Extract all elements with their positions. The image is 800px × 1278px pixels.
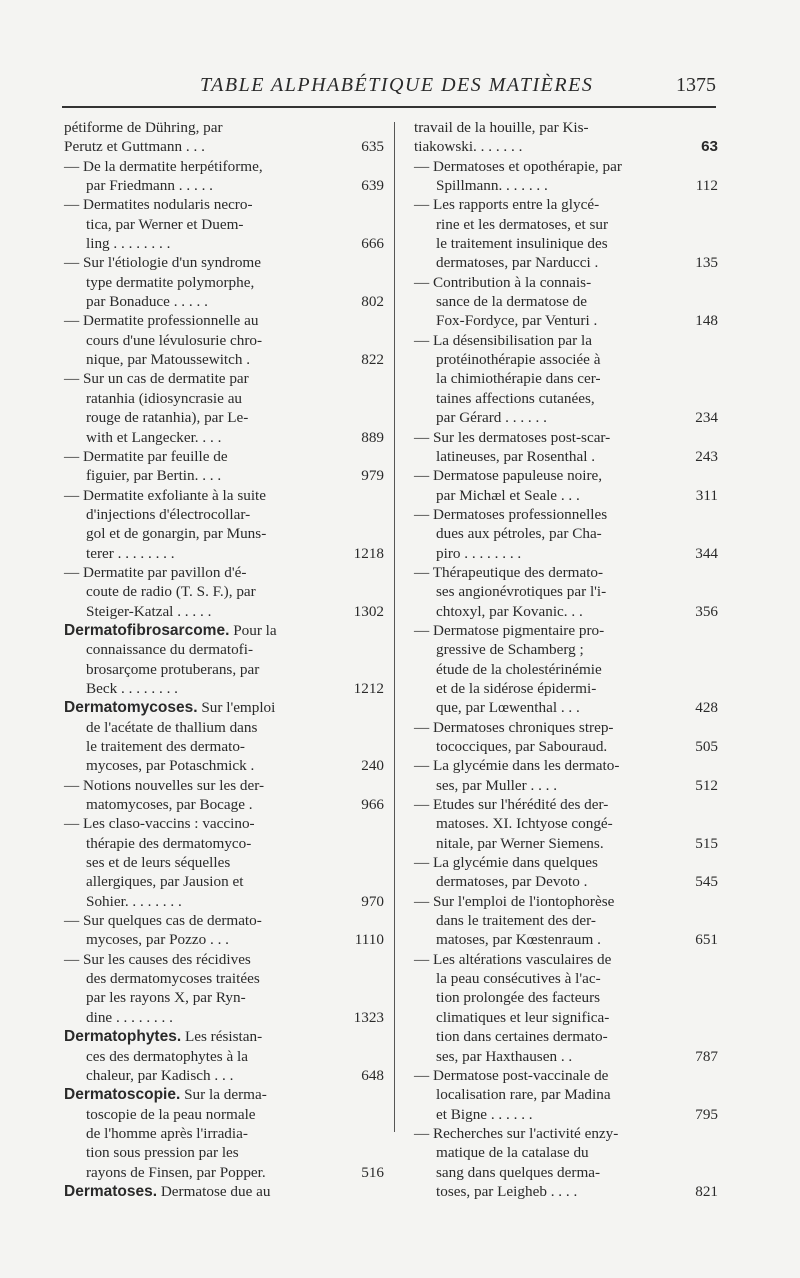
entry-text [414,892,678,950]
entry-page-number: 243 [695,447,718,465]
entry-text [414,950,678,1066]
entry-heading: Dermatomycoses. [64,699,198,717]
entry-page-number: 1218 [353,544,384,562]
entry-body: — Dermatose pigmentaire pro- gressive de Schamberg ; étude de la cholestérinémie et de la sidérose épidermi- que, par Lœwenthal . . . [414,621,605,717]
index-entry [64,911,384,950]
index-entry [64,253,384,311]
index-entry [64,311,384,369]
index-entry [64,950,384,1027]
entry-body: — Dermatites nodularis necro- tica, par Werner et Duem- ling . . . . . . . . [64,196,253,253]
entry-page-number: 545 [695,873,718,891]
entry-text [64,157,332,196]
index-entry [414,853,718,892]
entry-page-number: 505 [695,738,718,755]
index-entry [64,563,384,621]
entry-page-number: 970 [361,892,384,910]
entry-page-number: 666 [361,235,384,253]
entry-text [64,1182,332,1201]
index-entry [414,157,718,196]
entry-body: travail de la houille, par Kis- tiakowski. . . . . . . [414,119,589,156]
entry-page-number: 135 [695,254,718,272]
index-entry [414,892,718,950]
entry-page-number: 966 [361,796,384,814]
entry-body: — Sur l'emploi de l'iontophorèse dans le traitement des der- matoses, par Kœstenraum . [414,892,615,949]
right-column [414,118,718,1201]
entry-text [64,311,332,369]
index-entry [64,1182,384,1201]
page-number: 1375 [676,74,716,96]
entry-text [414,756,678,795]
entry-text [414,1124,678,1201]
header-rule [62,106,716,108]
index-entry [64,369,384,446]
index-entry [414,756,718,795]
entry-body: — Les rapports entre la glycé- rine et les dermatoses, et sur le traitement insulinique des dermatoses, par Narducci . [414,196,609,272]
index-entry [64,1085,384,1182]
page-title: TABLE ALPHABÉTIQUE DES MATIÈRES [200,74,594,96]
entry-text [414,195,678,272]
entry-body: — Dermatite par feuille de figuier, par Bertin. . . . [64,447,228,485]
index-entry [414,795,718,853]
entry-body: — Dermatite par pavillon d'é- coute de radio (T. S. F.), par Steiger-Katzal . . . . . [64,563,256,620]
entry-page-number: 795 [695,1105,718,1123]
entry-page-number: 240 [361,757,384,775]
entry-body: Dermatose due au [157,1182,271,1200]
entry-heading: Dermatophytes. [64,1028,182,1046]
entry-text [64,911,332,950]
entry-body: — Etudes sur l'hérédité des der- matoses. XI. Ichtyose congé- nitale, par Werner Siemens. [414,796,613,852]
index-entry [414,195,718,272]
entry-text [414,1066,678,1124]
entry-page-number: 428 [695,699,718,717]
entry-page-number: 63 [701,138,718,156]
entry-page-number: 787 [695,1047,718,1065]
index-entry [64,698,384,775]
entry-page-number: 802 [361,293,384,311]
index-entry [414,428,718,467]
entry-body: — Thérapeutique des dermato- ses angionévrotiques par l'i- chtoxyl, par Kovanic. . . [414,563,607,620]
entry-body: — Sur l'étiologie d'un syndrome type dermatite polymorphe, par Bonaduce . . . . . [64,254,261,311]
entry-page-number: 234 [695,409,718,427]
index-entry [414,621,718,718]
entry-text [414,853,678,892]
entry-body: — La glycémie dans quelques dermatoses, par Devoto . [414,854,598,891]
entry-page-number: 311 [695,486,718,504]
left-column [64,118,384,1201]
entry-text [64,698,332,775]
entry-heading: Dermatoscopie. [64,1086,181,1104]
entry-body: Sur la derma- toscopie de la peau normale de l'homme après l'irradia- tion sous pression par les rayons de Finsen, par Popper. [86,1086,267,1181]
running-header [0,70,800,100]
entry-body: — Sur les dermatoses post-scar- latineuses, par Rosenthal . [414,428,611,465]
index-entry [414,331,718,428]
entry-body: — Dermatose post-vaccinale de localisation rare, par Madina et Bigne . . . . . . [414,1066,611,1123]
entry-page-number: 822 [361,351,384,369]
index-entry [414,1124,718,1201]
entry-body: Pour la connaissance du dermatofi- brosarçome protuberans, par Beck . . . . . . . . [86,621,277,697]
entry-text [414,118,678,157]
index-entry [414,273,718,331]
entry-page-number: 344 [695,544,718,562]
entry-page-number: 979 [361,467,384,485]
index-entry [414,505,718,563]
entry-page-number: 1302 [353,602,384,620]
index-entry [414,466,718,505]
entry-text [64,253,332,311]
entry-page-number: 889 [361,428,384,446]
entry-text [64,447,332,486]
entry-page-number: 821 [695,1182,718,1200]
index-entry [414,718,718,757]
entry-page-number: 512 [695,776,718,794]
entry-body: — Notions nouvelles sur les der- matomycoses, par Bocage . [64,776,265,814]
entry-text [64,1085,332,1182]
entry-page-number: 356 [695,602,718,620]
index-entry [64,157,384,196]
index-entry [414,1066,718,1124]
entry-page-number: 648 [361,1066,384,1084]
entry-body: Sur l'emploi de l'acétate de thallium dans le traitement des dermato- mycoses, par Potaschmick . [86,699,276,775]
entry-page-number: 635 [361,138,384,156]
entry-body: — Dermatoses et opothérapie, par Spillmann. . . . . . . [414,157,622,195]
entry-body: — La désensibilisation par la protéinothérapie associée à la chimiothérapie dans cer- taines affections cutanées, par Gérard . . . . . . [414,331,601,427]
entry-text [64,1027,332,1085]
entry-body: — Les altérations vasculaires de la peau consécutives à l'ac- tion prolongée des facteurs climatiques et leur significa- tion dans certaines dermato- ses, par Haxthausen . . [414,950,612,1065]
entry-page-number: 516 [361,1163,384,1181]
entry-text [414,157,678,196]
index-entry [414,563,718,621]
entry-text [64,486,332,563]
entry-heading: Dermatofibrosarcome. [64,621,230,639]
entry-text [64,369,332,446]
index-entry [64,814,384,911]
entry-text [414,795,678,853]
entry-text [414,718,678,757]
entry-text [64,118,332,157]
index-entry [64,486,384,563]
entry-body: — Contribution à la connais- sance de la dermatose de Fox-Fordyce, par Venturi . [414,273,598,330]
entry-page-number: 112 [695,177,718,195]
entry-body: — Sur les causes des récidives des dermatomycoses traitées par les rayons X, par Ryn- dine . . . . . . . . [64,950,260,1026]
entry-body: — Sur quelques cas de dermato- mycoses, par Pozzo . . . [64,912,262,949]
index-entry [64,447,384,486]
entry-body: — Dermatoses chroniques strep- tococciques, par Sabouraud. [414,718,614,755]
entry-body: — Dermatose papuleuse noire, par Michæl et Seale . . . [414,467,603,504]
entry-text [414,273,678,331]
entry-body: — De la dermatite herpétiforme, par Friedmann . . . . . [64,157,263,195]
entry-text [64,621,332,698]
entry-body: — Les claso-vaccins : vaccino- thérapie des dermatomyco- ses et de leurs séquelles allergiques, par Jausion et Sohier. . . . . . . . [64,815,255,910]
entry-body: — Dermatite exfoliante à la suite d'injections d'électrocollar- gol et de gonargin, par Muns- terer . . . . . . . . [64,486,267,562]
index-entry [414,950,718,1066]
entry-text [414,621,678,718]
entry-body: — Sur un cas de dermatite par ratanhia (idiosyncrasie au rouge de ratanhia), par Le- with et Langecker. . . . [64,370,249,446]
entry-text [414,563,678,621]
index-entry [64,776,384,815]
entry-body: — La glycémie dans les dermato- ses, par Muller . . . . [414,757,620,794]
index-entry [414,118,718,157]
entry-body: — Dermatite professionnelle au cours d'une lévulosurie chro- nique, par Matoussewitch . [64,312,263,369]
entry-body: — Recherches sur l'activité enzy- matique de la catalase du sang dans quelques derma- toses, par Leigheb . . . . [414,1124,619,1200]
entry-text [64,776,332,815]
index-entry [64,1027,384,1085]
entry-page-number: 148 [695,312,718,330]
entry-page-number: 651 [695,931,718,949]
entry-text [414,428,678,467]
entry-page-number: 639 [361,177,384,195]
index-entry [64,195,384,253]
entry-text [64,814,332,911]
entry-body: — Dermatoses professionnelles dues aux pétroles, par Cha- piro . . . . . . . . [414,505,608,562]
entry-heading: Dermatoses. [64,1182,158,1200]
entry-body: Les résistan- ces des dermatophytes à la chaleur, par Kadisch . . . [86,1028,263,1084]
entry-page-number: 515 [695,834,718,852]
entry-text [64,563,332,621]
entry-text [414,505,678,563]
entry-text [414,331,678,428]
entry-text [414,466,678,505]
column-divider [394,122,395,1132]
entry-text [64,950,332,1027]
index-entry [64,621,384,698]
entry-body: pétiforme de Dühring, par Perutz et Guttmann . . . [64,119,223,156]
entry-text [64,195,332,253]
entry-page-number: 1110 [354,931,384,949]
entry-page-number: 1323 [353,1008,384,1026]
entry-page-number: 1212 [353,679,384,697]
index-entry [64,118,384,157]
